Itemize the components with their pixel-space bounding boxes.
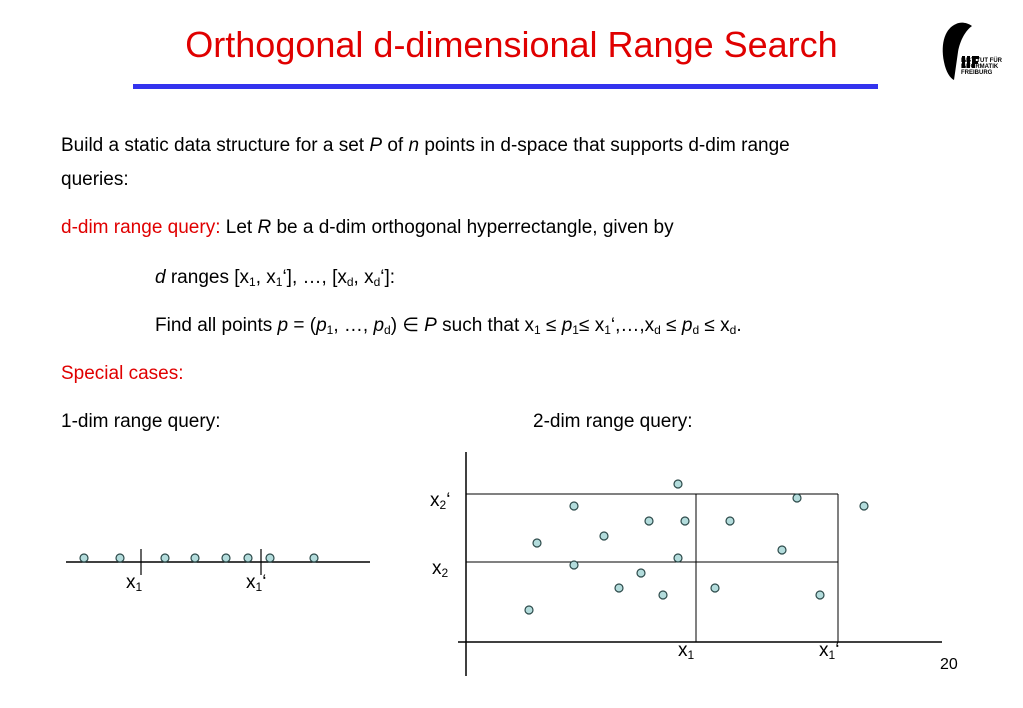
special-cases-heading: Special cases: [61, 363, 184, 384]
one-dim-point [310, 554, 318, 562]
two-dim-point [533, 539, 541, 547]
one-dim-point [80, 554, 88, 562]
two-dim-figure [458, 452, 942, 676]
two-dim-point [645, 517, 653, 525]
logo-line-3: FREIBURG [961, 70, 993, 76]
two-dim-point [600, 532, 608, 540]
two-dim-x1-prime-label: $x_1‘$ [819, 640, 840, 662]
one-dim-point [161, 554, 169, 562]
logo-line-2: INFORMATIK [961, 64, 999, 70]
one-dim-label: 1-dim range query: [61, 411, 221, 432]
ranges-line: d ranges [$x_1$, $x_1‘$], …, [$x_d$, $x_d‘$]: [155, 267, 396, 289]
intro-line-2: queries: [61, 169, 129, 190]
find-line: Find all points $p = (p_1$, …, $p_d$) ∈ P such that $x_1 \le p_1\le$ $x_1‘,\dots,x_d \le p_d \le x_d$. [155, 315, 742, 337]
two-dim-point [816, 591, 824, 599]
one-dim-point [266, 554, 274, 562]
two-dim-point [726, 517, 734, 525]
one-dim-x1-label: $x_1$ [126, 572, 143, 594]
two-dim-point [674, 554, 682, 562]
one-dim-figure [66, 549, 370, 575]
slide-title: Orthogonal d-dimensional Range Search [185, 24, 838, 65]
page-number: 20 [940, 656, 958, 673]
two-dim-point [711, 584, 719, 592]
two-dim-point [570, 502, 578, 510]
two-dim-point [793, 494, 801, 502]
one-dim-x1-prime-label: $x_1‘$ [246, 572, 267, 594]
one-dim-point [116, 554, 124, 562]
one-dim-point [244, 554, 252, 562]
two-dim-point [615, 584, 623, 592]
two-dim-point [674, 480, 682, 488]
two-dim-point [681, 517, 689, 525]
two-dim-label: 2-dim range query: [533, 411, 693, 432]
two-dim-point [570, 561, 578, 569]
two-dim-x2-prime-label: $x_2‘$ [430, 490, 451, 512]
query-label: d-dim range query: [61, 217, 221, 238]
two-dim-point [525, 606, 533, 614]
two-dim-x2-label: $x_2$ [432, 558, 449, 580]
query-definition: d-dim range query: Let R be a d-dim orthogonal hyperrectangle, given by [61, 217, 674, 238]
two-dim-x1-label: $x_1$ [678, 640, 695, 662]
two-dim-point [637, 569, 645, 577]
two-dim-point [778, 546, 786, 554]
one-dim-point [191, 554, 199, 562]
logo-line-1: INSTITUT FÜR [961, 58, 1002, 64]
two-dim-point [659, 591, 667, 599]
one-dim-point [222, 554, 230, 562]
intro-line-1: Build a static data structure for a set P of n points in d-space that supports d-dim range [61, 135, 790, 156]
two-dim-point [860, 502, 868, 510]
